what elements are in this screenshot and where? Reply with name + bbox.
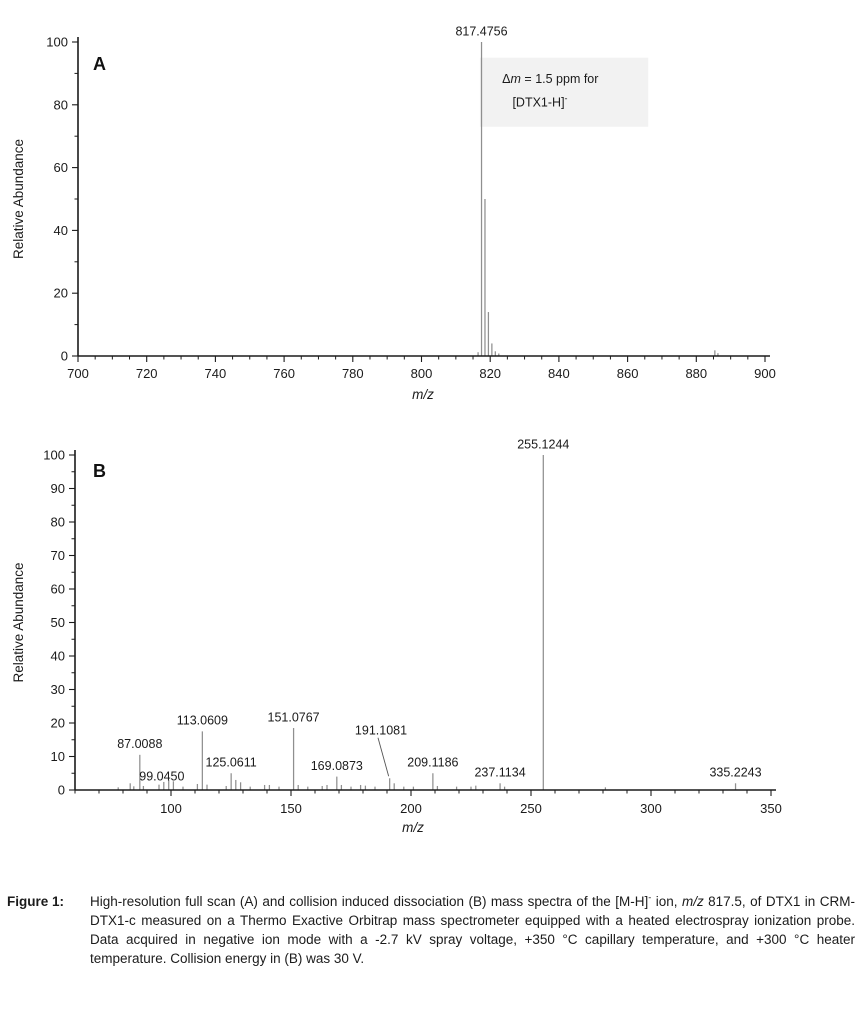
y-tick-label: 20 xyxy=(50,715,65,731)
y-tick-label: 20 xyxy=(53,285,68,301)
x-tick-label: 200 xyxy=(400,801,422,816)
x-axis-title: m/z xyxy=(412,387,434,402)
caption-segment: ion, xyxy=(651,894,682,909)
peak-label: 255.1244 xyxy=(517,437,570,452)
x-tick-label: 150 xyxy=(280,801,302,816)
peak-label: 151.0767 xyxy=(267,710,320,725)
peak-label: 237.1134 xyxy=(474,765,526,780)
caption-segment: High-resolution full scan (A) and collision induced dissociation (B) mass spectra of the [M-H] xyxy=(90,894,649,909)
annotation-box xyxy=(480,58,648,127)
annotation-text: [DTX1-H]- xyxy=(512,93,568,110)
y-tick-label: 80 xyxy=(50,514,65,530)
mass-spectrum-panel-a xyxy=(0,0,863,415)
peak-sticks xyxy=(118,455,735,790)
x-tick-label: 720 xyxy=(135,366,158,381)
y-tick-label: 50 xyxy=(50,615,65,630)
figure-caption-label: Figure 1: xyxy=(7,894,65,909)
peak-label: 335.2243 xyxy=(709,765,762,780)
peak-label: 817.4756 xyxy=(455,24,508,39)
x-tick-label: 740 xyxy=(204,366,227,381)
x-tick-label: 250 xyxy=(520,801,542,816)
peak-label: 99.0450 xyxy=(139,769,185,784)
x-tick-label: 760 xyxy=(273,366,295,381)
y-tick-label: 60 xyxy=(53,160,68,176)
y-tick-label: 70 xyxy=(50,548,65,563)
y-tick-label: 90 xyxy=(50,481,65,496)
x-tick-label: 880 xyxy=(685,366,708,381)
x-tick-label: 300 xyxy=(640,801,662,816)
caption-segment: 817.5, of DTX1 in CRM-DTX1-c measured on a Thermo Exactive Orbitrap mass spectrometer equipped with a heated electrospray ionization probe. Data acquired in negative ion mode with a -2.7 kV spray voltage, +350 °C capillary temperature, and +300 °C heater temperature. Collision energy in (B) was 30 V. xyxy=(90,894,855,966)
y-tick-label: 60 xyxy=(50,581,65,597)
peak-label: 209.1186 xyxy=(407,755,459,770)
x-axis-title: m/z xyxy=(402,820,424,835)
y-axis-title: Relative Abundance xyxy=(11,138,26,260)
y-tick-label: 80 xyxy=(53,97,68,113)
x-tick-label: 700 xyxy=(67,366,89,381)
peak-label-leader xyxy=(378,738,389,777)
y-tick-label: 40 xyxy=(50,648,65,664)
panel-letter: B xyxy=(93,461,106,481)
y-tick-label: 100 xyxy=(46,34,68,50)
x-tick-label: 820 xyxy=(479,366,502,381)
annotation-text: Δm = 1.5 ppm for xyxy=(502,71,599,86)
caption-segment: - xyxy=(648,892,652,903)
y-tick-label: 0 xyxy=(57,782,65,798)
x-tick-label: 860 xyxy=(616,366,639,381)
peak-labels xyxy=(455,25,507,39)
peak-label: 87.0088 xyxy=(117,737,163,752)
peak-labels xyxy=(117,437,761,783)
mass-spectrum-panel-b xyxy=(0,415,863,855)
x-tick-label: 900 xyxy=(754,366,776,381)
caption-segment: m/z xyxy=(681,894,704,909)
x-tick-label: 800 xyxy=(410,366,433,381)
x-tick-label: 840 xyxy=(548,366,570,381)
y-axis-title: Relative Abundance xyxy=(11,562,26,683)
y-tick-label: 0 xyxy=(60,348,68,364)
peak-label: 113.0609 xyxy=(176,713,228,728)
y-tick-label: 30 xyxy=(50,682,65,697)
y-tick-label: 100 xyxy=(43,447,65,463)
panel-letter: A xyxy=(93,54,106,74)
y-tick-label: 10 xyxy=(50,749,65,764)
y-tick-label: 40 xyxy=(53,222,68,238)
figure-caption-text xyxy=(90,892,855,968)
figure-caption xyxy=(0,855,863,968)
peak-label: 125.0611 xyxy=(205,755,257,770)
axes xyxy=(46,35,776,382)
x-tick-label: 350 xyxy=(760,801,782,816)
peak-label: 191.1081 xyxy=(354,723,408,738)
peak-label: 169.0873 xyxy=(310,758,363,773)
x-tick-label: 780 xyxy=(341,366,364,381)
x-tick-label: 100 xyxy=(160,801,182,816)
